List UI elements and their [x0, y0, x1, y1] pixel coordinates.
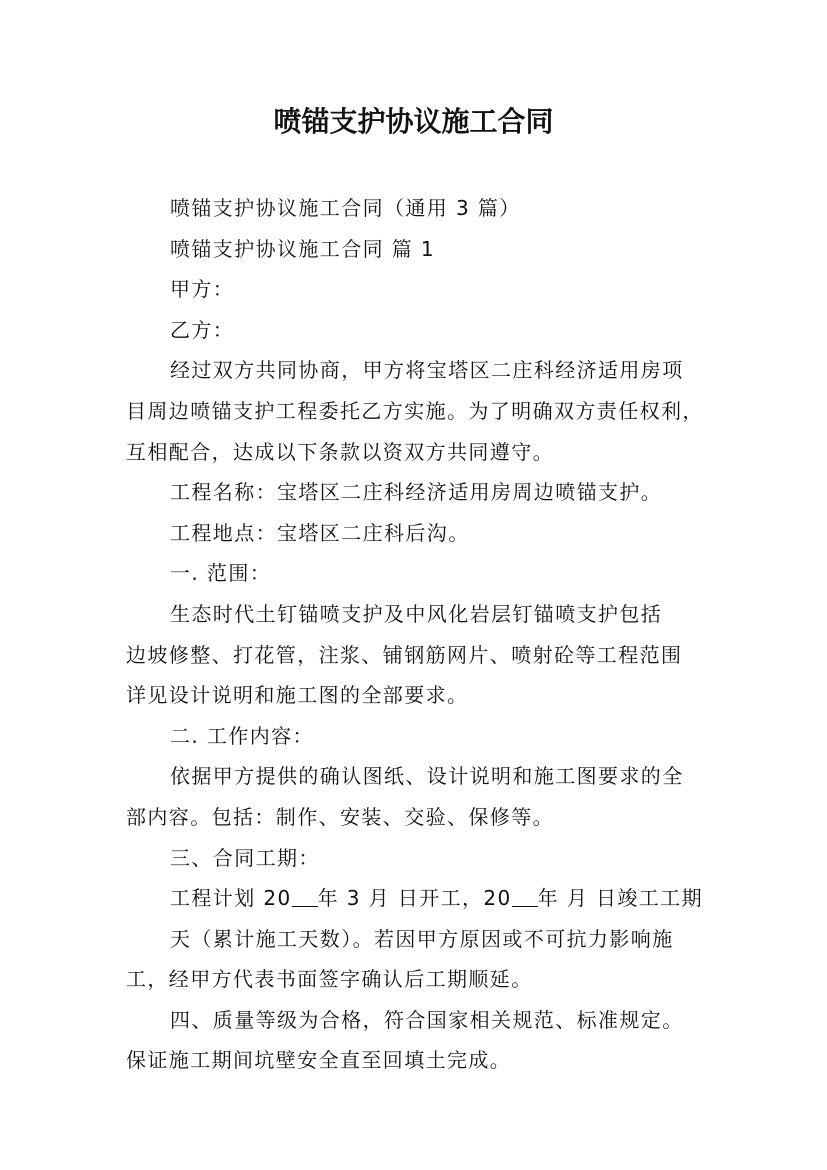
- schedule-text-end: 年 月 日竣工工期: [537, 886, 703, 911]
- paragraph-line: 生态时代土钉锚喷支护及中风化岩层钉锚喷支护包括: [170, 601, 663, 626]
- work-content-heading: 二. 工作内容：: [170, 723, 314, 748]
- schedule-heading: 三、合同工期：: [170, 845, 320, 870]
- year-blank: [512, 886, 538, 907]
- document-title: 喷锚支护协议施工合同: [273, 105, 554, 138]
- subtitle-line: 喷锚支护协议施工合同（通用 3 篇）: [170, 196, 521, 220]
- project-name-line: 工程名称：宝塔区二庄科经济适用房周边喷锚支护。: [170, 480, 663, 505]
- paragraph-line: 依据甲方提供的确认图纸、设计说明和施工图要求的全: [170, 764, 684, 789]
- year-blank: [292, 886, 318, 907]
- paragraph-line: 互相配合，达成以下条款以资双方共同遵守。: [126, 439, 554, 464]
- section-heading-line: 喷锚支护协议施工合同 篇 1: [170, 236, 436, 261]
- paragraph-line: 边坡修整、打花管，注浆、铺钢筋网片、喷射砼等工程范围: [126, 642, 683, 667]
- party-a-line: 甲方：: [170, 277, 235, 302]
- schedule-text-start: 工程计划 20: [170, 886, 292, 911]
- paragraph-line: 经过双方共同协商，甲方将宝塔区二庄科经济适用房项: [170, 358, 684, 383]
- party-b-line: 乙方：: [170, 317, 235, 342]
- document-body: [126, 188, 716, 1081]
- scope-heading: 一. 范围：: [170, 561, 272, 586]
- quality-line: 四、质量等级为合格，符合国家相关规范、标准规定。: [170, 1007, 684, 1032]
- paragraph-line: 工，经甲方代表书面签字确认后工期顺延。: [126, 967, 533, 992]
- paragraph-line: 详见设计说明和施工图的全部要求。: [126, 683, 469, 708]
- paragraph-line: 部内容。包括：制作、安装、交验、保修等。: [126, 804, 554, 829]
- paragraph-line: 天（累计施工天数）。若因甲方原因或不可抗力影响施: [170, 926, 674, 951]
- schedule-line: [126, 878, 716, 919]
- project-location-line: 工程地点：宝塔区二庄科后沟。: [170, 520, 470, 545]
- paragraph-line: 目周边喷锚支护工程委托乙方实施。为了明确双方责任权利，: [126, 398, 704, 423]
- schedule-text-middle: 年 3 月 日开工，20: [317, 886, 512, 911]
- paragraph-line: 保证施工期间坑壁安全直至回填土完成。: [126, 1048, 512, 1073]
